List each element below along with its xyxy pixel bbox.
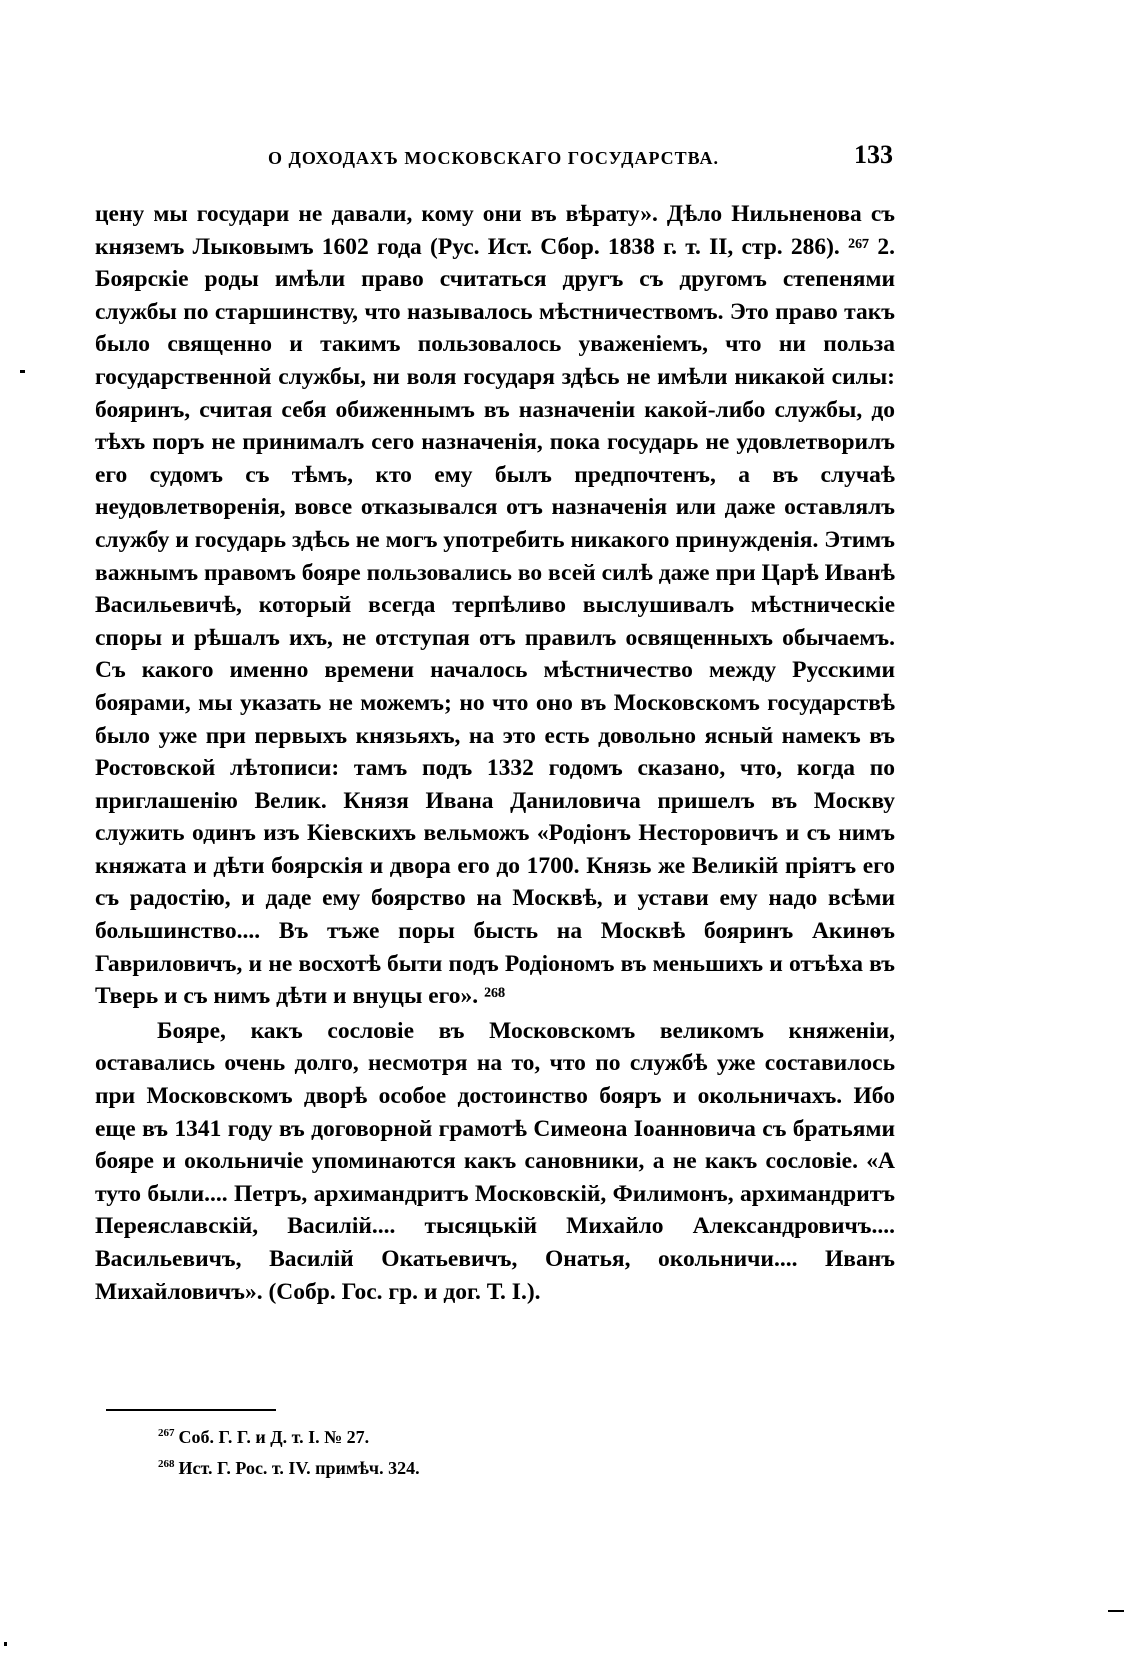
footnotes bbox=[158, 1422, 658, 1484]
footnote-text: Соб. Г. Г. и Д. т. I. № 27. bbox=[178, 1427, 370, 1447]
page-number: 133 bbox=[854, 140, 893, 169]
main-text bbox=[95, 198, 895, 1308]
scan-speck bbox=[1108, 1610, 1124, 1612]
scan-speck bbox=[20, 370, 25, 373]
footnote-rule bbox=[106, 1409, 276, 1411]
running-head: О ДОХОДАХЪ МОСКОВСКАГО ГОСУДАРСТВА. bbox=[268, 148, 720, 168]
paragraph: Бояре, какъ сословіе въ Московскомъ великомъ княженіи, оставались очень долго, несмотря на то, что по службѣ уже составилось при Московскомъ дворѣ особое достоинство бояръ и окольничахъ. Ибо еще въ 1341 году въ договорной грамотѣ Симеона Іоанновича съ братьями бояре и окольничіе упоминаются какъ сановники, а не какъ сословіе. «А туто были.... Петръ, архимандритъ Московскій, Филимонъ, архимандритъ Переяславскій, Василій.... тысяцькій Михайло Александровичъ.... Васильевичъ, Василій Окатьевичъ, Онатья, окольничи.... Иванъ Михайловичъ». (Собр. Гос. гр. и дог. Т. I.). bbox=[95, 1017, 895, 1305]
footnote-text: Ист. Г. Рос. т. IV. примѣч. 324. bbox=[178, 1458, 420, 1478]
footnote bbox=[158, 1422, 658, 1453]
scan-speck bbox=[4, 1642, 7, 1646]
footnote bbox=[158, 1453, 658, 1484]
paragraph: цену мы государи не давали, кому они въ вѣрату». Дѣло Нильненова съ княземъ Лыковымъ 1602 года (Рус. Ист. Сбор. 1838 г. т. II, стр. 286). ²⁶⁷ 2. Боярскіе роды имѣли право считаться другъ съ другомъ степенями службы по старшинству, что называлось мѣстничествомъ. Это право такъ было священно и такимъ пользовалось уваженіемъ, что ни польза государственной службы, ни воля государя здѣсь не имѣли никакой силы: бояринъ, считая себя обиженнымъ въ назначеніи какой-либо службы, до тѣхъ поръ не принималъ сего назначенія, пока государь не удовлетворилъ его судомъ съ тѣмъ, кто ему былъ предпочтенъ, а въ случаѣ неудовлетворенія, вовсе отказывался отъ назначенія или даже оставлялъ службу и государь здѣсь не могъ употребить никакого принужденія. Этимъ важнымъ правомъ бояре пользовались во всей силѣ даже при Царѣ Иванѣ Васильевичѣ, который всегда терпѣливо выслушивалъ мѣстническіе споры и рѣшалъ ихъ, не отступая отъ правилъ освященныхъ обычаемъ. Съ какого именно времени началось мѣстничество между Русскими боярами, мы указать не можемъ; но что оно въ Московскомъ государствѣ было уже при первыхъ князьяхъ, на это есть довольно ясный намекъ въ Ростовской лѣтописи: тамъ подъ 1332 годомъ сказано, что, когда по приглашенію Велик. Князя Ивана Даниловича пришелъ въ Москву служить одинъ изъ Кіевскихъ вельможъ «Родіонъ Несторовичъ и съ нимъ княжата и дѣти боярскія и двора его до 1700. Князь же Великій пріятъ его съ радостію, и даде ему боярство на Москвѣ, и устави ему надо всѣми большинство.... Въ тъже поры бысть на Москвѣ бояринъ Акинѳъ Гавриловичъ, и не восхотѣ быти подъ Родіономъ въ меньшихъ и отъѣха въ Тверь и съ нимъ дѣти и внуцы его». ²⁶⁸ bbox=[95, 201, 895, 1010]
footnote-number: 267 bbox=[158, 1427, 175, 1439]
page-header bbox=[268, 140, 893, 180]
footnote-number: 268 bbox=[158, 1458, 175, 1470]
